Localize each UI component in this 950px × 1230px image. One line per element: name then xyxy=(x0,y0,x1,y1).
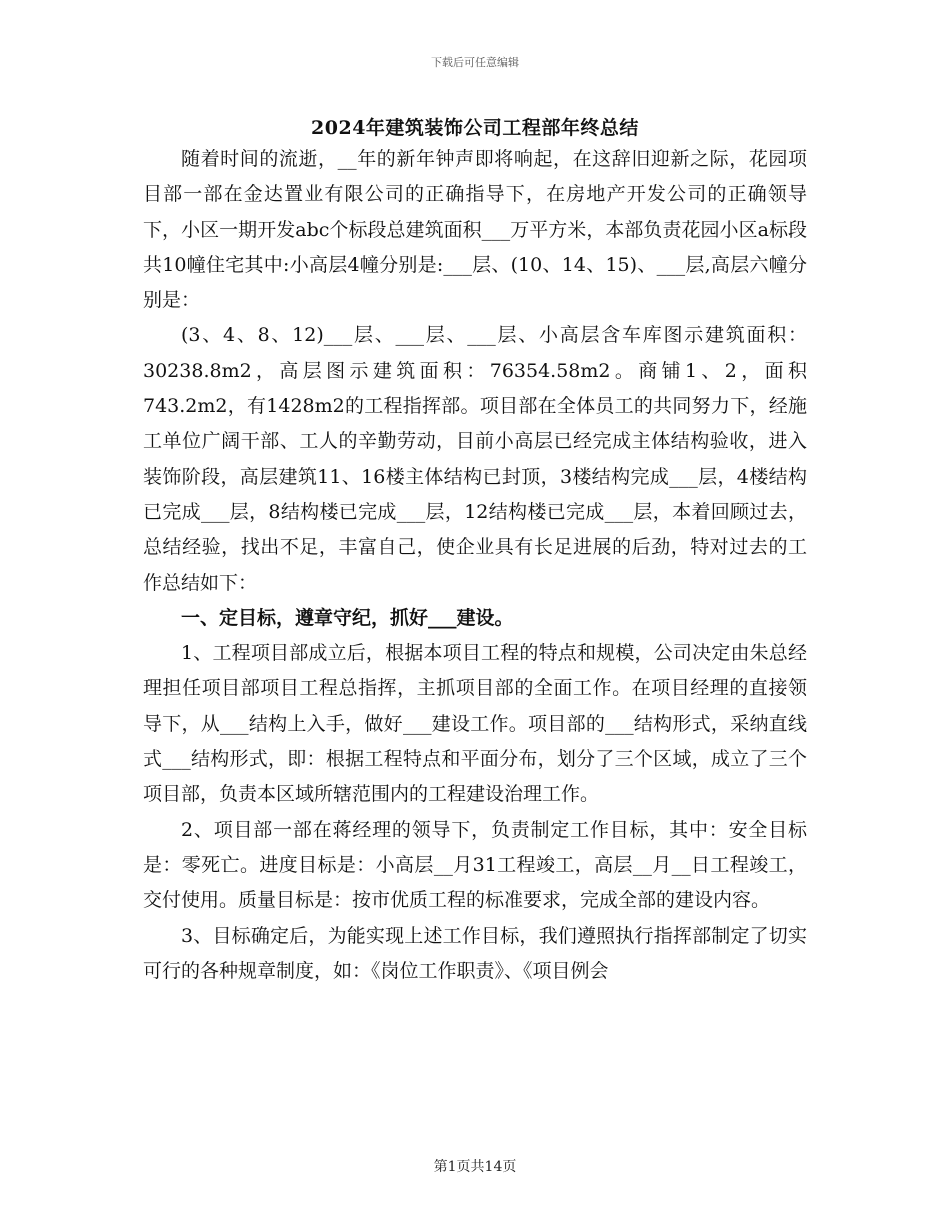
paragraph-item-3: 3、目标确定后，为能实现上述工作目标，我们遵照执行指挥部制定了切实可行的各种规章制度，如：《岗位工作职责》、《项目例会 xyxy=(143,924,807,982)
paragraph-intro: 随着时间的流逝，__年的新年钟声即将响起，在这辞旧迎新之际，花园项目部一部在金达置业有限公司的正确指导下，在房地产开发公司的正确领导下，小区一期开发abc个标段总建筑面积___万平方米，本部负责花园小区a标段共10幢住宅其中:小高层4幢分别是:___层、(10、14、15)、___层,高层六幢分别是： xyxy=(143,148,807,312)
document-title: 2024年建筑装饰公司工程部年终总结 xyxy=(311,117,639,139)
paragraph-item-1: 1、工程项目部成立后，根据本项目工程的特点和规模，公司决定由朱总经理担任项目部项目工程总指挥，主抓项目部的全面工作。在项目经理的直接领导下，从___结构上入手，做好___建设工作。项目部的___结构形式，采纳直线式___结构形式，即：根据工程特点和平面分布，划分了三个区域，成立了三个项目部，负责本区域所辖范围内的工程建设治理工作。 xyxy=(143,642,807,806)
paragraph-building-area: (3、4、8、12)___层、___层、___层、小高层含车库图示建筑面积：30238.8m2，高层图示建筑面积：76354.58m2。商铺1、2，面积743.2m2，有1428m2的工程指挥部。项目部在全体员工的共同努力下，经施工单位广阔干部、工人的辛勤劳动，目前小高层已经完成主体结构验收，进入装饰阶段，高层建筑11、16楼主体结构已封顶，3楼结构完成___层，4楼结构已完成___层，8结构楼已完成___层，12结构楼已完成___层，本着回顾过去，总结经验，找出不足，丰富自己，使企业具有长足进展的后劲，特对过去的工作总结如下： xyxy=(143,324,807,594)
document-body xyxy=(143,142,807,989)
header-note: 下载后可任意编辑 xyxy=(431,56,519,69)
section-heading-1: 一、定目标，遵章守纪，抓好___建设。 xyxy=(181,606,514,629)
page-number: 第1页共14页 xyxy=(433,1159,517,1175)
paragraph-item-2: 2、项目部一部在蒋经理的领导下，负责制定工作目标，其中：安全目标是：零死亡。进度目标是：小高层__月31工程竣工，高层__月__日工程竣工，交付使用。质量目标是：按市优质工程的标准要求，完成全部的建设内容。 xyxy=(143,818,807,912)
